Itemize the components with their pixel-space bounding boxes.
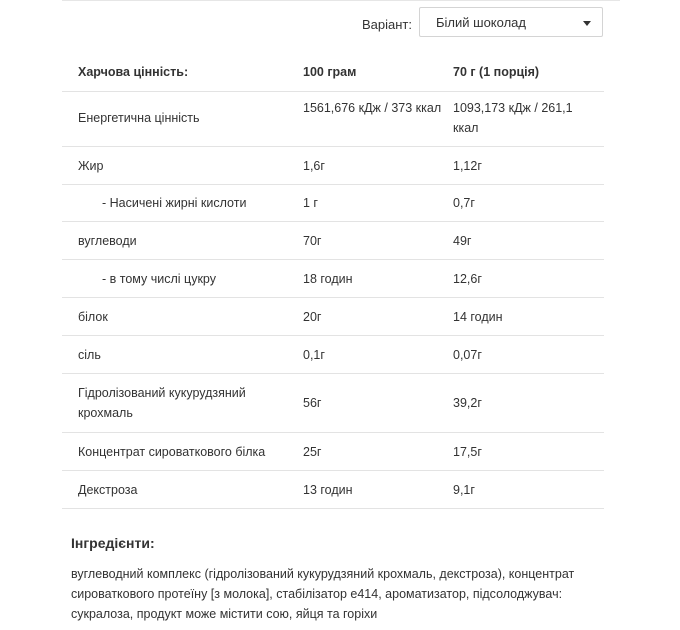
row-name: - в тому числі цукру [102,272,216,286]
row-per-100g: 20г [303,310,322,324]
row-name: Декстроза [78,483,138,497]
row-per-100g: 1,6г [303,159,325,173]
variant-label: Варіант: [362,17,412,32]
header-per-serving: 70 г (1 порція) [453,65,540,79]
row-per-100g: 1 г [303,196,318,210]
variant-select[interactable] [419,7,603,37]
row-per-serving: 1093,173 кДж / 261,1 ккал [453,101,573,135]
table-row [62,336,604,374]
row-name: білок [78,310,108,324]
row-per-serving: 14 годин [453,310,503,324]
row-name: Гідролізований кукурудзяний крохмаль [78,386,246,420]
table-row [62,298,604,336]
row-per-serving: 0,7г [453,196,475,210]
caret-down-icon [583,21,591,26]
row-per-serving: 12,6г [453,272,482,286]
row-per-serving: 0,07г [453,348,482,362]
nutrition-table [62,52,604,509]
row-per-100g: 13 годин [303,483,353,497]
table-row [62,147,604,185]
row-name: Енергетична цінність [78,111,200,125]
row-per-100g: 56г [303,396,322,410]
row-name: - Насичені жирні кислоти [102,196,247,210]
ingredients-text: вуглеводний комплекс (гідролізований кукурудзяний крохмаль, декстроза), концентрат сироваткового протеїну [з молока], стабілізатор e414, ароматизатор, підсолоджувач: сукралоза, продукт може містити сою, яйця та горіхи [71,567,575,621]
row-per-serving: 49г [453,234,472,248]
row-name: сіль [78,348,101,362]
ingredients-title: Інгредієнти: [71,535,155,551]
row-name: вуглеводи [78,234,137,248]
row-name: Жир [78,159,104,173]
row-per-100g: 0,1г [303,348,325,362]
row-per-serving: 39,2г [453,396,482,410]
table-row [62,185,604,222]
header-per-100g: 100 грам [303,65,357,79]
row-per-100g: 1561,676 кДж / 373 ккал [303,101,442,115]
table-row [62,433,604,471]
row-per-100g: 18 годин [303,272,353,286]
variant-selected-value: Білий шоколад [436,15,526,30]
row-per-100g: 70г [303,234,322,248]
table-row [62,374,604,433]
row-name: Концентрат сироваткового білка [78,445,266,459]
variant-selector-row [0,7,680,39]
top-divider [62,0,620,1]
row-per-serving: 9,1г [453,483,475,497]
nutrition-table-header [62,52,604,92]
row-per-serving: 17,5г [453,445,482,459]
table-row [62,222,604,260]
header-nutrition-value: Харчова цінність: [78,65,189,79]
row-per-100g: 25г [303,445,322,459]
table-row [62,260,604,298]
table-row [62,92,604,147]
row-per-serving: 1,12г [453,159,482,173]
table-row [62,471,604,509]
